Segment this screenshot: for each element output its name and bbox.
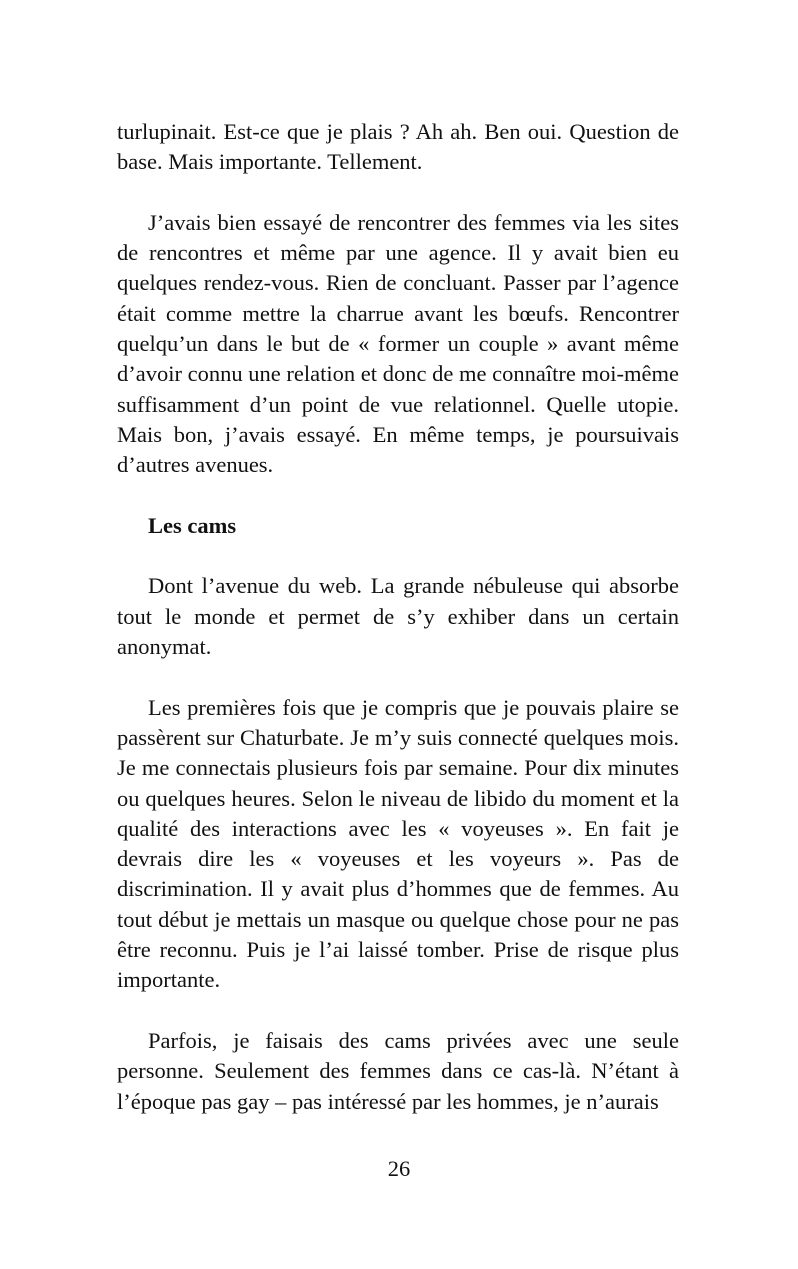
page-number: 26	[387, 1156, 411, 1181]
paragraph-web-avenue: Dont l’avenue du web. La grande nébuleuse qui absorbe tout le monde et permet de s’y exhiber dans un certain anonymat.	[117, 573, 679, 660]
paragraph-dating-sites: J’avais bien essayé de rencontrer des femmes via les sites de rencontres et même par une agence. Il y avait bien eu quelques rendez-vous. Rien de concluant. Passer par l’agence était comme mettre la charrue avant les bœufs. Rencontrer quelqu’un dans le but de « former un couple » avant même d’avoir connu une relation et donc de me connaître moi-même suffisamment d’un point de vue relationnel. Quelle utopie. Mais bon, j’avais essayé. En même temps, je poursuivais d’autres avenues.	[117, 209, 679, 478]
paragraph-chaturbate: Les premières fois que je compris que je pouvais plaire se passèrent sur Chaturbate. Je m’y suis connecté quelques mois. Je me connectais plusieurs fois par semaine. Pour dix minutes ou quelques heures. Selon le niveau de libido du moment et la qualité des interactions avec les « voyeuses ». En fait je devrais dire les « voyeuses et les voyeurs ». Pas de discrimination. Il y avait plus d’hommes que de femmes. Au tout début je mettais un masque ou quelque chose pour ne pas être reconnu. Puis je l’ai laissé tomber. Prise de risque plus importante.	[117, 694, 679, 993]
paragraph-private-cams: Parfois, je faisais des cams privées avec une seule personne. Seulement des femmes dans ce cas-là. N’étant à l’époque pas gay – pas intéressé par les hommes, je n’aurais	[117, 1027, 679, 1114]
section-heading: Les cams	[148, 512, 237, 538]
page-text-block	[117, 117, 679, 1117]
paragraph-continuation: turlupinait. Est-ce que je plais ? Ah ah. Ben oui. Question de base. Mais importante. Tellement.	[117, 119, 679, 175]
